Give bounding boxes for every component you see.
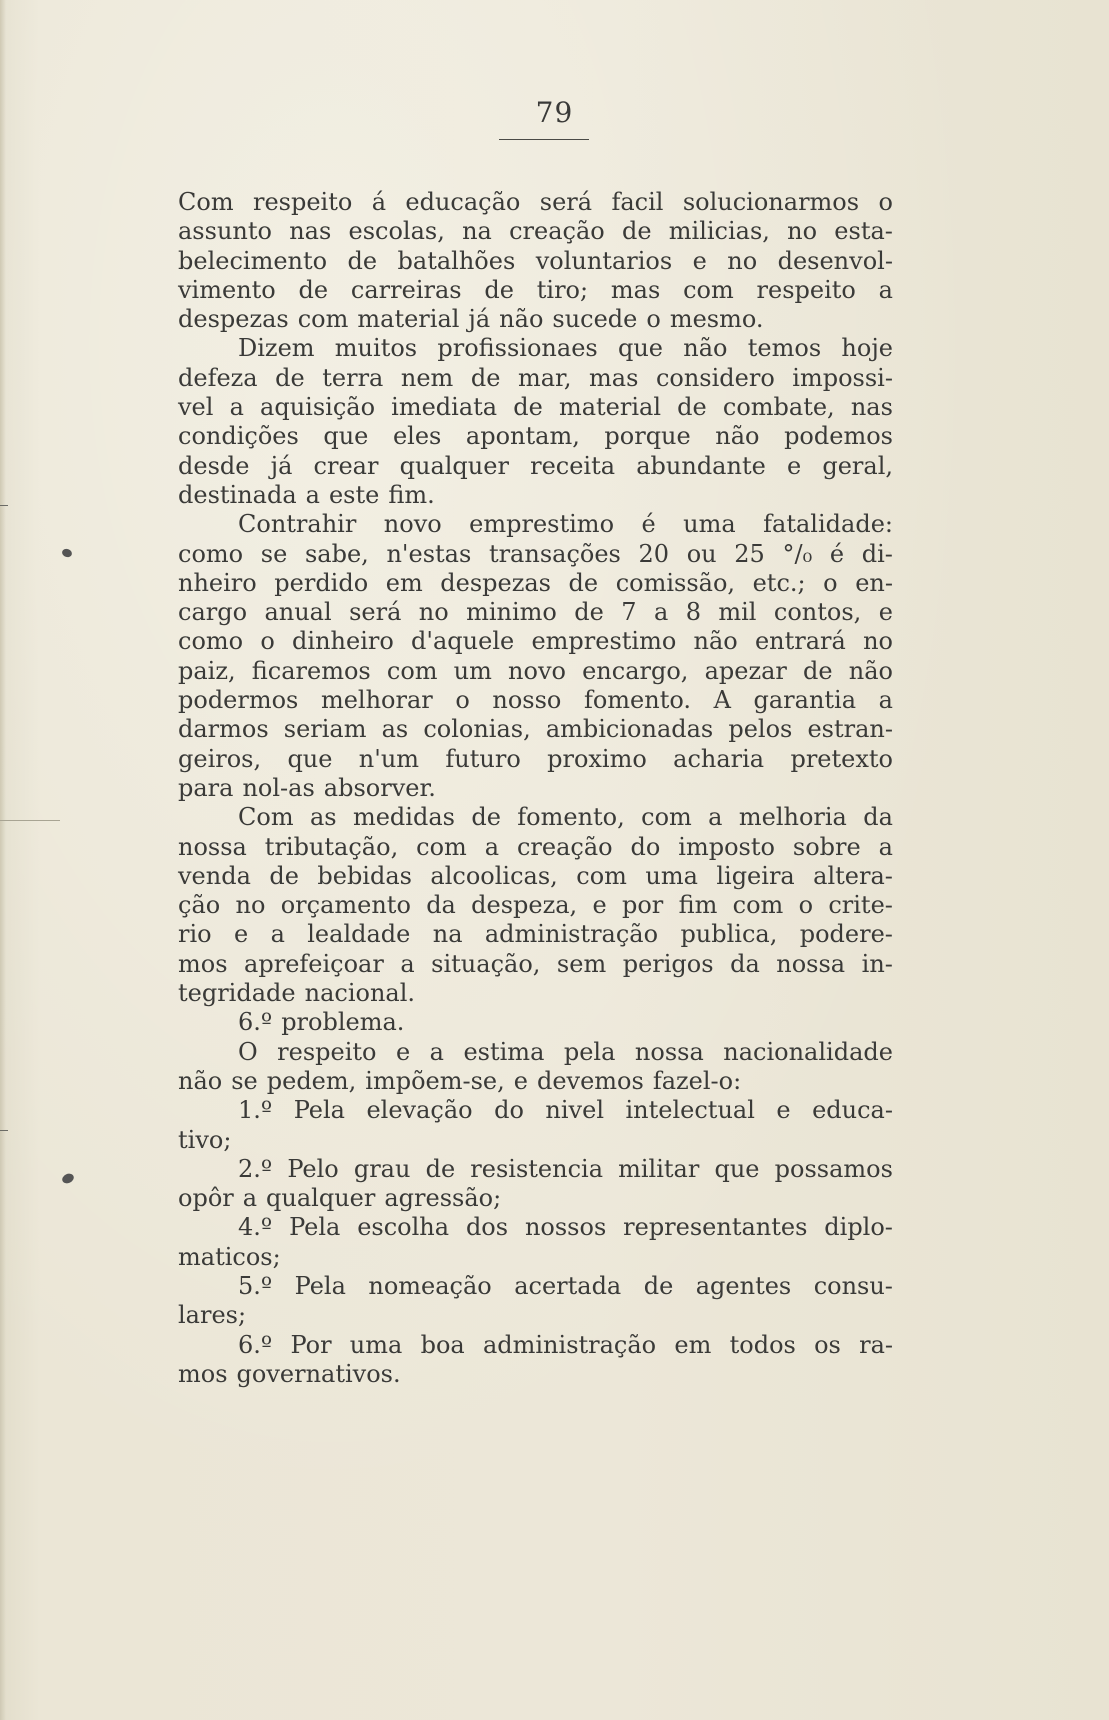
text-line: darmos seriam as colonias, ambicionadas pelos estran- [178,715,893,744]
text-line: para nol-as absorver. [178,773,436,802]
page-number-rule [499,139,589,140]
text-line: Com as medidas de fomento, com a melhoria da [238,803,893,832]
paragraph [178,1155,893,1214]
text-line: tivo; [178,1125,232,1154]
text-line: lares; [178,1301,247,1330]
text-line: 6.º problema. [238,1008,405,1037]
text-line: desde já crear qualquer receita abundante e geral, [178,451,893,480]
text-line: como o dinheiro d'aquele emprestimo não entrará no [178,627,893,656]
text-line: Com respeito á educação será facil solucionarmos o [178,188,893,216]
text-line: vel a aquisição imediata de material de combate, nas [178,393,893,422]
text-line: opôr a qualquer agressão; [178,1184,502,1213]
page-left-edge [0,0,6,1720]
margin-tick [0,1130,8,1131]
text-line: mos aprefeiçoar a situação, sem perigos da nossa in- [178,949,893,978]
text-line: não se pedem, impõem-se, e devemos fazel-o: [178,1066,742,1095]
text-line: como se sabe, n'estas transações 20 ou 25 °/₀ é di- [178,539,893,568]
text-line: ção no orçamento da despeza, e por fim com o crite- [178,891,893,920]
text-line: nheiro perdido em despezas de comissão, etc.; o en- [178,568,893,597]
text-line: Contrahir novo emprestimo é uma fatalidade: [238,510,893,539]
text-line: O respeito e a estima pela nossa nacionalidade [238,1037,893,1066]
paragraph [178,1331,893,1390]
paragraph [178,1272,893,1331]
paragraph [178,803,893,1008]
text-line: despezas com material já não sucede o mesmo. [178,305,764,334]
paragraph [178,1038,893,1097]
text-line: defeza de terra nem de mar, mas considero impossi- [178,363,893,392]
text-line: 4.º Pela escolha dos nossos representantes diplo- [238,1213,893,1242]
margin-tick [0,820,60,821]
text-line: 2.º Pelo grau de resistencia militar que possamos [238,1154,893,1183]
text-line: 5.º Pela nomeação acertada de agentes consu- [238,1271,893,1300]
text-line: podermos melhorar o nosso fomento. A garantia a [178,686,893,715]
text-line: 1.º Pela elevação do nivel intelectual e educa- [238,1096,893,1125]
text-line: geiros, que n'um futuro proximo acharia pretexto [178,744,893,773]
text-line: maticos; [178,1242,281,1271]
paragraph [178,1008,893,1037]
paragraph [178,188,893,334]
paragraph [178,510,893,803]
margin-ink-mark [61,548,73,559]
text-line: belecimento de batalhões voluntarios e no desenvol- [178,246,893,275]
text-line: 6.º Por uma boa administração em todos os ra- [238,1330,893,1359]
text-line: destinada a este fim. [178,480,435,509]
margin-tick [0,505,8,506]
text-line: vimento de carreiras de tiro; mas com respeito a [178,275,893,304]
paragraph [178,334,893,510]
text-line: venda de bebidas alcoolicas, com uma ligeira altera- [178,861,893,890]
paragraph [178,1213,893,1272]
text-line: rio e a lealdade na administração publica, podere- [178,920,893,949]
text-line: cargo anual será no minimo de 7 a 8 mil contos, e [178,598,893,627]
text-line: tegridade nacional. [178,979,416,1008]
body-text [178,188,893,1389]
text-line: paiz, ficaremos com um novo encargo, apezar de não [178,656,893,685]
text-line: Dizem muitos profissionaes que não temos hoje [238,334,893,363]
page-number: 79 [535,96,574,129]
text-line: mos governativos. [178,1359,401,1388]
text-line: nossa tributação, com a creação do imposto sobre a [178,832,893,861]
margin-ink-mark [61,1172,76,1185]
text-line: condições que eles apontam, porque não podemos [178,422,893,451]
text-line: assunto nas escolas, na creação de milicias, no esta- [178,217,893,246]
paragraph [178,1096,893,1155]
